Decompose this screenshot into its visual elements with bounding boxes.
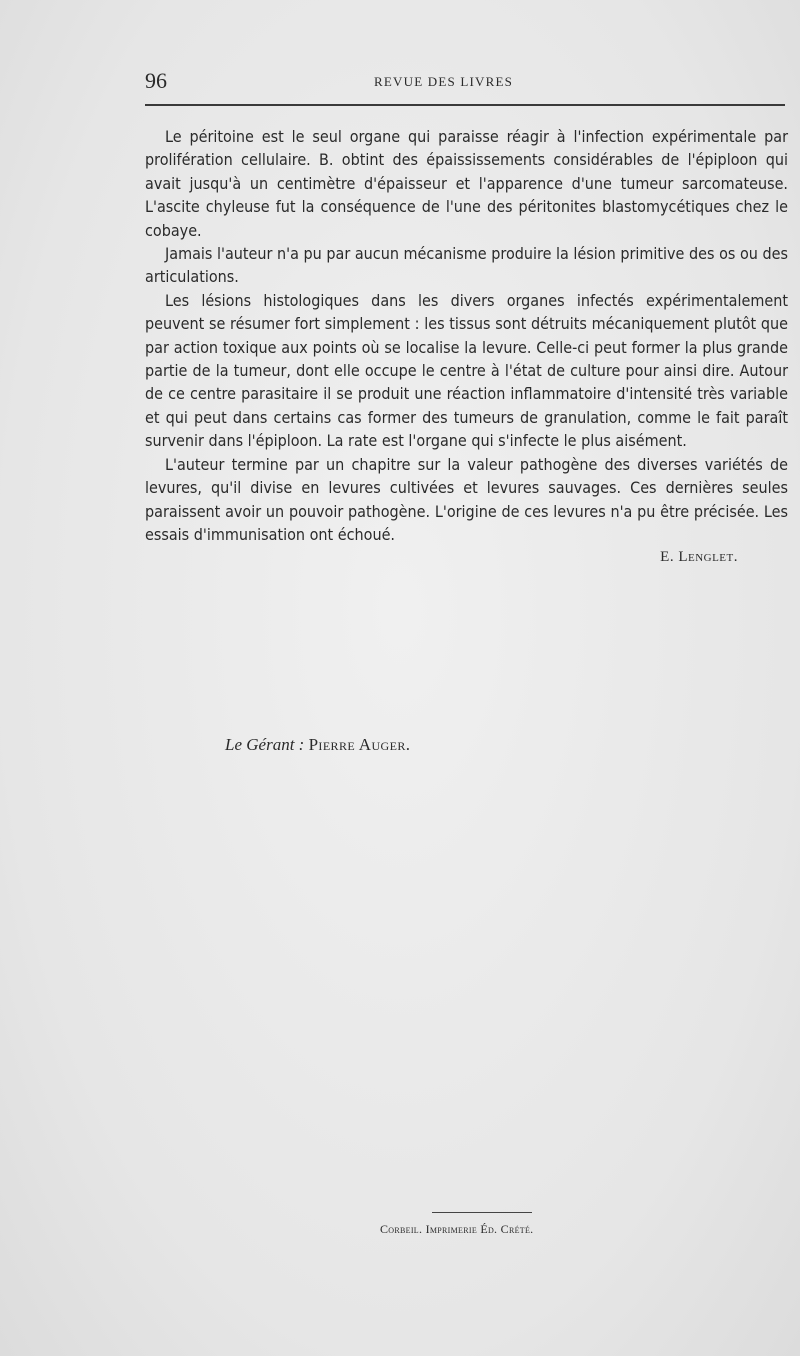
paragraph: L'auteur termine par un chapitre sur la valeur pathogène des diverses variétés de levures, qu'il divise en levures cultivées et levures sauvages. Ces dernières seules paraissent avoir un pouvoir pathogène. L'origine de ces levures n'a pu être précisée. Les essais d'immunisation ont échoué.	[145, 454, 788, 544]
page-number: 96	[145, 68, 167, 93]
gerant-role: Le Gérant :	[225, 735, 305, 754]
printer-imprint: Corbeil. Imprimerie Éd. Crété.	[380, 1222, 534, 1236]
gerant-name: Pierre Auger.	[308, 735, 411, 754]
gerant-line	[225, 735, 410, 755]
paragraph: Les lésions histologiques dans les divers organes infectés expérimentalement peuvent se résumer fort simplement : les tissus sont détruits mécaniquement plutôt que par action toxique aux points où se localise la levure. Celle-ci peut former la plus grande partie de la tumeur, dont elle occupe le centre à l'état de culture pour ainsi dire. Autour de ce centre parasitaire il se produit une réaction inflammatoire d'intensité très variable et qui peut dans certains cas former des tumeurs de granulation, comme le fait paraît survenir dans l'épiploon. La rate est l'organe qui s'infecte le plus aisément.	[145, 290, 788, 451]
author-signature: E. Lenglet.	[660, 549, 738, 566]
paragraph: Jamais l'auteur n'a pu par aucun mécanisme produire la lésion primitive des os ou des articulations.	[145, 244, 788, 287]
footer-rule	[432, 1212, 532, 1213]
header-rule	[145, 104, 785, 106]
paragraph: Le péritoine est le seul organe qui paraisse réagir à l'infection expérimentale par prolifération cellulaire. B. obtint des épaississements considérables de l'épiploon qui avait jusqu'à un centimètre d'épaisseur et l'apparence d'une tumeur sarcomateuse. L'ascite chyleuse fut la conséquence de l'une des péritonites blastomycétiques chez le cobaye.	[145, 127, 788, 240]
running-head: REVUE DES LIVRES	[374, 74, 514, 89]
article-body	[145, 125, 788, 570]
page-header	[145, 68, 785, 98]
